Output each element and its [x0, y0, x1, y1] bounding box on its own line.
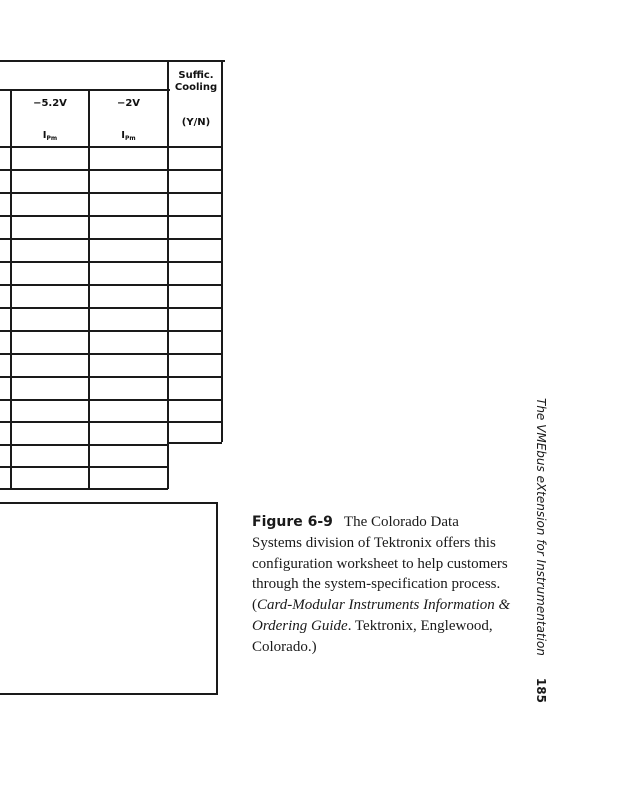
- table-rule: [0, 60, 225, 62]
- box-rule: [0, 693, 217, 695]
- table-row-rule: [167, 284, 222, 286]
- figure-caption: [252, 512, 512, 658]
- caption-text: The Colorado Data Systems division of Tektronix offers this configuration worksheet to help customers through the system-specification process. (: [252, 514, 508, 614]
- table-row-rule: [167, 421, 222, 423]
- table-row-rule: [0, 466, 168, 468]
- table-row-rule: [167, 307, 222, 309]
- table-row-rule: [0, 421, 168, 423]
- table-row-rule: [167, 238, 222, 240]
- box-rule: [216, 502, 218, 695]
- table-row-rule: [167, 376, 222, 378]
- table-row-rule: [167, 330, 222, 332]
- page-number: 185: [534, 677, 548, 703]
- column-header-cooling: Suffic. Cooling: [174, 70, 218, 93]
- table-row-rule: [167, 192, 222, 194]
- table-row-rule: [0, 399, 168, 401]
- table-rule: [88, 89, 90, 489]
- table-row-rule: [167, 353, 222, 355]
- column-header-current: $I_{Pm}$: [121, 130, 136, 142]
- box-rule: [0, 502, 217, 504]
- caption-source-title: Card-Modular Instruments Information & Ordering Guide: [252, 597, 511, 634]
- table-rule: [0, 146, 223, 148]
- table-rule: [0, 89, 170, 91]
- table-row-rule: [0, 215, 168, 217]
- table-row-rule: [0, 192, 168, 194]
- table-row-rule: [167, 442, 222, 444]
- table-rule: [10, 89, 12, 489]
- running-title: The VMEbus eXtension for Instrumentation: [534, 398, 548, 656]
- table-row-rule: [0, 261, 168, 263]
- running-head: [534, 398, 548, 703]
- table-row-rule: [0, 238, 168, 240]
- table-row-rule: [167, 169, 222, 171]
- table-row-rule: [0, 284, 168, 286]
- table-row-rule: [0, 444, 168, 446]
- table-row-rule: [0, 488, 168, 490]
- table-row-rule: [0, 376, 168, 378]
- column-header-voltage: −2V: [116, 98, 141, 109]
- column-header-cooling-format: (Y/N): [181, 117, 211, 128]
- caption-text-end: . Tektronix, Englewood, Colorado.): [252, 617, 493, 655]
- table-row-rule: [0, 330, 168, 332]
- table-row-rule: [0, 307, 168, 309]
- table-row-rule: [167, 399, 222, 401]
- figure-label: Figure 6-9: [252, 514, 333, 530]
- table-row-rule: [167, 261, 222, 263]
- table-row-rule: [167, 215, 222, 217]
- table-row-rule: [0, 169, 168, 171]
- column-header-current: $I_{Pm}$: [42, 130, 58, 142]
- table-row-rule: [0, 353, 168, 355]
- column-header-voltage: −5.2V: [33, 98, 67, 109]
